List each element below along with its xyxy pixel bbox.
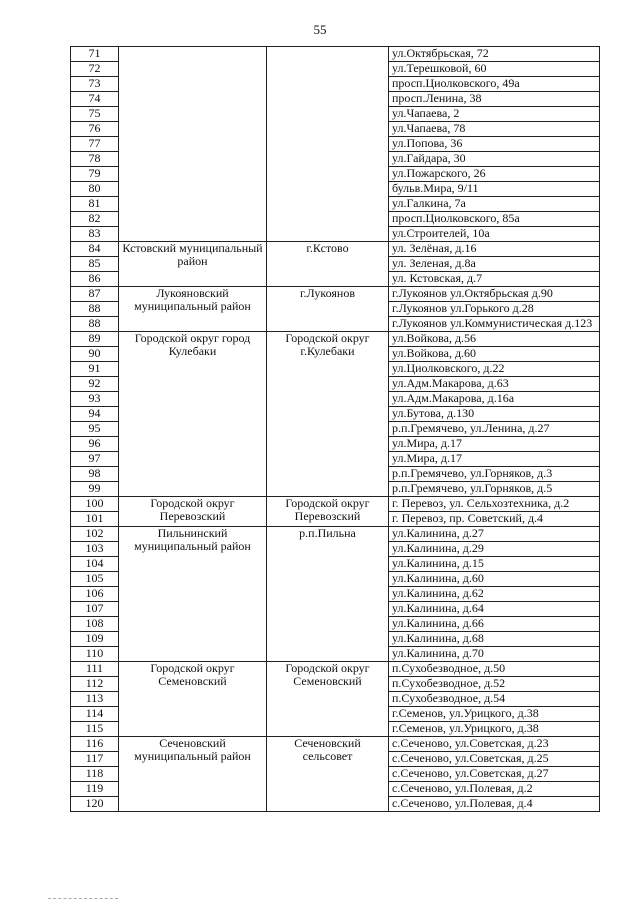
address-cell: ул.Строителей, 10а: [389, 227, 600, 242]
locality-cell: р.п.Пильна: [267, 527, 389, 662]
address-cell: п.Сухобезводное, д.54: [389, 692, 600, 707]
address-cell: с.Сеченово, ул.Советская, д.27: [389, 767, 600, 782]
address-cell: г.Лукоянов ул.Коммунистическая д.123: [389, 317, 600, 332]
row-number: 112: [71, 677, 119, 692]
address-cell: просп.Циолковского, 49а: [389, 77, 600, 92]
table-row: [71, 242, 600, 257]
row-number: 107: [71, 602, 119, 617]
table-body: [71, 47, 600, 812]
row-number: 83: [71, 227, 119, 242]
row-number: 72: [71, 62, 119, 77]
address-cell: ул.Октябрьская, 72: [389, 47, 600, 62]
row-number: 86: [71, 272, 119, 287]
row-number: 92: [71, 377, 119, 392]
row-number: 80: [71, 182, 119, 197]
row-number: 81: [71, 197, 119, 212]
polling-stations-table: [70, 46, 600, 812]
table-row: [71, 497, 600, 512]
locality-cell: Городской округ Перевозский: [267, 497, 389, 527]
locality-cell: Сеченовский сельсовет: [267, 737, 389, 812]
address-cell: г.Семенов, ул.Урицкого, д.38: [389, 722, 600, 737]
address-cell: ул. Зелёная, д.16: [389, 242, 600, 257]
row-number: 95: [71, 422, 119, 437]
district-cell: Сеченовский муниципальный район: [119, 737, 267, 812]
address-cell: ул. Зеленая, д.8а: [389, 257, 600, 272]
address-cell: просп.Ленина, 38: [389, 92, 600, 107]
address-cell: ул.Бутова, д.130: [389, 407, 600, 422]
address-cell: г.Лукоянов ул.Октябрьская д.90: [389, 287, 600, 302]
address-cell: ул.Пожарского, 26: [389, 167, 600, 182]
row-number: 94: [71, 407, 119, 422]
row-number: 76: [71, 122, 119, 137]
row-number: 101: [71, 512, 119, 527]
row-number: 91: [71, 362, 119, 377]
row-number: 96: [71, 437, 119, 452]
address-cell: ул.Калинина, д.66: [389, 617, 600, 632]
table-row: [71, 332, 600, 347]
row-number: 82: [71, 212, 119, 227]
row-number: 116: [71, 737, 119, 752]
address-cell: г. Перевоз, ул. Сельхозтехника, д.2: [389, 497, 600, 512]
row-number: 113: [71, 692, 119, 707]
row-number: 97: [71, 452, 119, 467]
row-number: 119: [71, 782, 119, 797]
row-number: 105: [71, 572, 119, 587]
address-cell: ул.Калинина, д.15: [389, 557, 600, 572]
row-number: 103: [71, 542, 119, 557]
district-cell: Лукояновский муниципальный район: [119, 287, 267, 332]
district-cell: Кстовский муниципальный район: [119, 242, 267, 287]
address-cell: с.Сеченово, ул.Полевая, д.4: [389, 797, 600, 812]
row-number: 79: [71, 167, 119, 182]
row-number: 104: [71, 557, 119, 572]
row-number: 71: [71, 47, 119, 62]
address-cell: ул.Войкова, д.60: [389, 347, 600, 362]
address-cell: ул.Калинина, д.29: [389, 542, 600, 557]
row-number: 90: [71, 347, 119, 362]
row-number: 108: [71, 617, 119, 632]
address-cell: ул. Кстовская, д.7: [389, 272, 600, 287]
row-number: 78: [71, 152, 119, 167]
address-cell: ул.Галкина, 7а: [389, 197, 600, 212]
address-cell: ул.Адм.Макарова, д.16а: [389, 392, 600, 407]
row-number: 88: [71, 302, 119, 317]
district-cell: Городской округ Перевозский: [119, 497, 267, 527]
address-cell: с.Сеченово, ул.Полевая, д.2: [389, 782, 600, 797]
row-number: 120: [71, 797, 119, 812]
address-cell: ул.Калинина, д.68: [389, 632, 600, 647]
row-number: 109: [71, 632, 119, 647]
row-number: 85: [71, 257, 119, 272]
row-number: 102: [71, 527, 119, 542]
address-cell: ул.Адм.Макарова, д.63: [389, 377, 600, 392]
page-number: 55: [313, 22, 327, 37]
address-cell: ул.Калинина, д.62: [389, 587, 600, 602]
table-row: [71, 287, 600, 302]
address-cell: ул.Войкова, д.56: [389, 332, 600, 347]
district-cell: Городской округ Семеновский: [119, 662, 267, 737]
row-number: 89: [71, 332, 119, 347]
row-number: 98: [71, 467, 119, 482]
footer-line: [48, 898, 118, 899]
address-cell: г. Перевоз, пр. Советский, д.4: [389, 512, 600, 527]
address-cell: просп.Циолковского, 85а: [389, 212, 600, 227]
address-cell: г.Лукоянов ул.Горького д.28: [389, 302, 600, 317]
row-number: 111: [71, 662, 119, 677]
address-cell: р.п.Гремячево, ул.Горняков, д.3: [389, 467, 600, 482]
table-row: [71, 662, 600, 677]
address-cell: п.Сухобезводное, д.50: [389, 662, 600, 677]
address-cell: ул.Гайдара, 30: [389, 152, 600, 167]
address-cell: ул.Калинина, д.64: [389, 602, 600, 617]
address-cell: р.п.Гремячево, ул.Горняков, д.5: [389, 482, 600, 497]
address-cell: с.Сеченово, ул.Советская, д.25: [389, 752, 600, 767]
address-cell: ул.Терешковой, 60: [389, 62, 600, 77]
address-cell: ул.Мира, д.17: [389, 437, 600, 452]
row-number: 75: [71, 107, 119, 122]
row-number: 73: [71, 77, 119, 92]
row-number: 106: [71, 587, 119, 602]
table-row: [71, 527, 600, 542]
locality-cell: [267, 47, 389, 242]
row-number: 88: [71, 317, 119, 332]
row-number: 77: [71, 137, 119, 152]
address-cell: с.Сеченово, ул.Советская, д.23: [389, 737, 600, 752]
row-number: 100: [71, 497, 119, 512]
address-cell: ул.Чапаева, 78: [389, 122, 600, 137]
locality-cell: г.Кстово: [267, 242, 389, 287]
district-cell: Городской округ город Кулебаки: [119, 332, 267, 497]
row-number: 118: [71, 767, 119, 782]
address-cell: ул.Калинина, д.70: [389, 647, 600, 662]
address-cell: бульв.Мира, 9/11: [389, 182, 600, 197]
row-number: 114: [71, 707, 119, 722]
locality-cell: г.Лукоянов: [267, 287, 389, 332]
address-cell: п.Сухобезводное, д.52: [389, 677, 600, 692]
row-number: 93: [71, 392, 119, 407]
row-number: 117: [71, 752, 119, 767]
table-row: [71, 47, 600, 62]
address-cell: ул.Циолковского, д.22: [389, 362, 600, 377]
locality-cell: Городской округ Семеновский: [267, 662, 389, 737]
address-cell: ул.Попова, 36: [389, 137, 600, 152]
table-row: [71, 737, 600, 752]
district-cell: Пильнинский муниципальный район: [119, 527, 267, 662]
address-cell: ул.Мира, д.17: [389, 452, 600, 467]
row-number: 74: [71, 92, 119, 107]
address-cell: ул.Чапаева, 2: [389, 107, 600, 122]
row-number: 84: [71, 242, 119, 257]
district-cell: [119, 47, 267, 242]
address-cell: ул.Калинина, д.27: [389, 527, 600, 542]
address-cell: ул.Калинина, д.60: [389, 572, 600, 587]
address-cell: р.п.Гремячево, ул.Ленина, д.27: [389, 422, 600, 437]
locality-cell: Городской округ г.Кулебаки: [267, 332, 389, 497]
row-number: 99: [71, 482, 119, 497]
row-number: 87: [71, 287, 119, 302]
row-number: 115: [71, 722, 119, 737]
row-number: 110: [71, 647, 119, 662]
address-cell: г.Семенов, ул.Урицкого, д.38: [389, 707, 600, 722]
